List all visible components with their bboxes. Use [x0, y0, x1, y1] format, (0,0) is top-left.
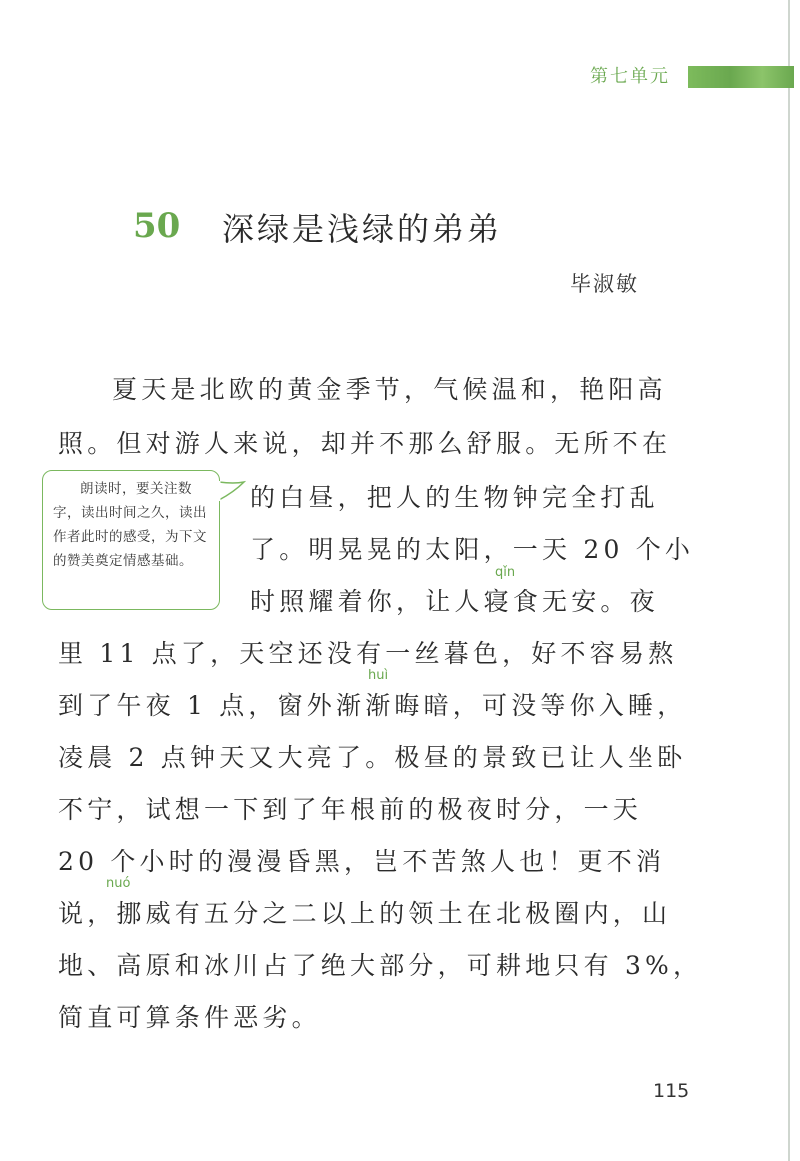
paragraph-line: 说，挪威有五分之二以上的领土在北极圈内，山 — [58, 899, 672, 928]
paragraph-line: 照。但对游人来说，却并不那么舒服。无所不在 — [58, 429, 672, 458]
paragraph-line: 里 11 点了，天空还没有一丝暮色，好不容易熬 — [58, 639, 678, 668]
unit-label: 第七单元 — [590, 66, 670, 87]
paragraph-line: 夏天是北欧的黄金季节，气候温和，艳阳高 — [112, 375, 667, 404]
reading-note-text: 朗读时，要关注数字，读出时间之久，读出作者此时的感受，为下文的赞美奠定情感基础。 — [53, 481, 207, 569]
paragraph-line: 了。明晃晃的太阳，一天 20 个小 — [250, 535, 695, 564]
paragraph-line: 凌晨 2 点钟天又大亮了。极昼的景致已让人坐卧 — [58, 743, 687, 772]
paragraph-line: 到了午夜 1 点，窗外渐渐晦暗，可没等你入睡， — [58, 691, 687, 720]
paragraph-line: 的白昼，把人的生物钟完全打乱 — [250, 483, 659, 512]
page-number: 115 — [653, 1080, 690, 1102]
paragraph-line: 简直可算条件恶劣。 — [58, 1003, 321, 1032]
author: 毕淑敏 — [570, 272, 639, 296]
paragraph-line: 20 个小时的漫漫昏黑，岂不苦煞人也！更不消 — [58, 847, 666, 876]
paragraph-line: 地、高原和冰川占了绝大部分，可耕地只有 3%， — [58, 951, 703, 980]
pinyin-qin: qǐn — [495, 565, 516, 580]
lesson-number: 50 — [133, 206, 181, 246]
page-edge — [788, 0, 790, 1161]
lesson-title: 深绿是浅绿的弟弟 — [222, 210, 503, 248]
paragraph-line: 不宁，试想一下到了年根前的极夜时分，一天 — [58, 795, 643, 824]
pinyin-nuo: nuó — [106, 876, 131, 891]
note-callout-tail — [218, 478, 246, 506]
pinyin-hui: huì — [368, 668, 389, 683]
unit-bar — [688, 66, 794, 88]
paragraph-line: 时照耀着你，让人寝食无安。夜 — [250, 587, 659, 616]
reading-note — [42, 470, 220, 610]
